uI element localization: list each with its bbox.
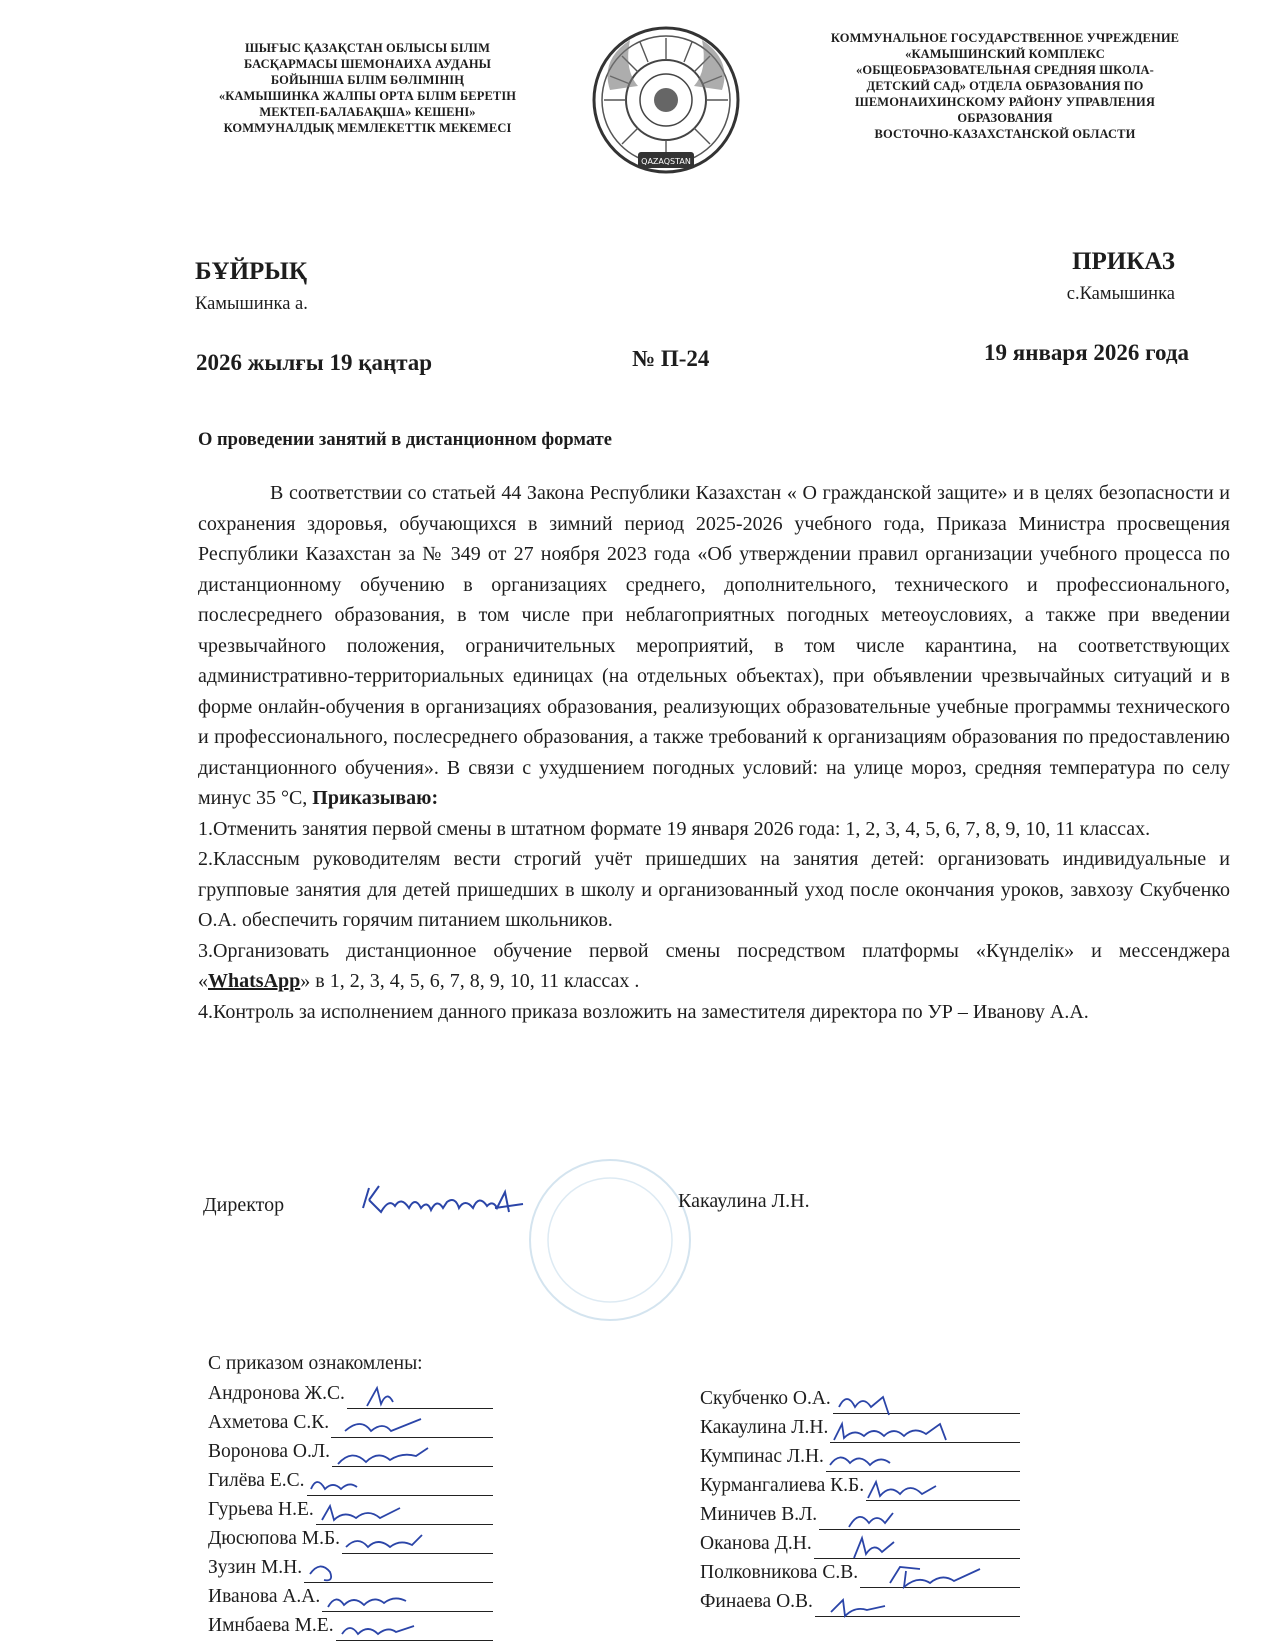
ack-name: Воронова О.Л. [208,1441,330,1462]
header-kz-line: ШЫҒЫС ҚАЗАҚСТАН ОБЛЫСЫ БІЛІМ [244,41,491,55]
header-ru-line: ШЕМОНАИХИНСКОМУ РАЙОНУ УПРАВЛЕНИЯ [855,95,1155,109]
ack-entry [700,1559,1020,1588]
header-kz-line: БАСҚАРМАСЫ ШЕМОНАИХА АУДАНЫ [243,57,492,71]
order-item-3 [198,936,1230,997]
ack-signature-icon [347,1386,493,1409]
place-kz: Камышинка а. [195,294,308,314]
ack-entry [700,1385,1020,1414]
whatsapp-label: WhatsApp [208,970,301,992]
order-item-3-text-b: » в 1, 2, 3, 4, 5, 6, 7, 8, 9, 10, 11 классах . [300,970,640,992]
ack-signature-icon [833,1391,1020,1414]
ack-signature-icon [815,1594,1020,1617]
ack-entry [700,1414,1020,1443]
date-kz: 2026 жылғы 19 қаңтар [196,350,433,375]
ack-name: Какаулина Л.Н. [700,1417,829,1438]
ack-name: Скубченко О.А. [700,1388,831,1409]
ack-entry [208,1438,493,1467]
ack-name: Оканова Д.Н. [700,1533,812,1554]
header-ru-line: ВОСТОЧНО-КАЗАХСТАНСКОЙ ОБЛАСТИ [874,127,1136,141]
ack-entry [208,1554,493,1583]
header-ru-line: КОММУНАЛЬНОЕ ГОСУДАРСТВЕННОЕ УЧРЕЖДЕНИЕ [830,31,1180,45]
order-item-4: 4.Контроль за исполнением данного приказа возложить на заместителя директора по УР – Иванову А.А. [198,1000,1089,1023]
order-subject: О проведении занятий в дистанционном формате [198,430,612,450]
ack-name: Миничев В.Л. [700,1504,818,1525]
ack-entry [700,1588,1020,1617]
ack-signature-icon [316,1502,493,1525]
date-ru: 19 января 2026 года [984,340,1189,365]
ack-signature-icon [304,1560,493,1583]
ack-entry [700,1472,1020,1501]
ack-signature-icon [322,1589,493,1612]
header-ru-line: «ОБЩЕОБРАЗОВАТЕЛЬНАЯ СРЕДНЯЯ ШКОЛА- [856,63,1154,77]
ack-name: Гурьева Н.Е. [208,1499,314,1520]
acknowledgement-left-list [208,1380,493,1641]
ack-entry [700,1443,1020,1472]
ack-signature-icon [814,1536,1020,1559]
order-body [198,478,1230,1027]
director-signature-icon [355,1178,545,1233]
ack-name: Дюсюпова М.Б. [208,1528,341,1549]
ack-signature-icon [342,1531,493,1554]
header-ru-line: ОБРАЗОВАНИЯ [957,111,1053,125]
ack-entry [208,1409,493,1438]
ack-signature-icon [307,1473,493,1496]
preamble-paragraph [198,478,1230,814]
ack-name: Курмангалиева К.Б. [700,1475,865,1496]
ack-name: Имнбаева М.Е. [208,1615,334,1636]
ack-name: Зузин М.Н. [208,1557,303,1578]
ack-signature-icon [860,1565,1020,1588]
order-title-kz: БҰЙРЫҚ [195,258,307,285]
header-ru-line: «КАМЫШИНСКИЙ КОМПЛЕКС [905,47,1105,61]
ack-signature-icon [826,1449,1020,1472]
header-ru-line: ДЕТСКИЙ САД» ОТДЕЛА ОБРАЗОВАНИЯ ПО [866,79,1144,93]
ack-entry [208,1583,493,1612]
ack-name: Андронова Ж.С. [208,1383,345,1404]
ack-entry [208,1496,493,1525]
acknowledgement-right-list [700,1385,1020,1617]
director-name: Какаулина Л.Н. [678,1190,810,1212]
emblem-label: QAZAQSTAN [641,157,691,166]
ack-signature-icon [830,1420,1020,1443]
stamp-icon [520,1150,700,1335]
ack-entry [700,1501,1020,1530]
ack-signature-icon [866,1478,1020,1501]
header-kazakh [155,40,580,136]
signature-role: Директор [203,1194,285,1216]
header-kz-line: «КАМЫШИНКА ЖАЛПЫ ОРТА БІЛІМ БЕРЕТІН [218,89,517,103]
ack-name: Ахметова С.К. [208,1412,330,1433]
order-title-ru: ПРИКАЗ [1072,248,1175,275]
order-item-2: 2.Классным руководителям вести строгий учёт пришедших на занятия детей: организовать индивидуальные и групповые занятия для детей пришедших в школу и организованный уход после окончания уроков, завхозу Скубченко О.А. обеспечить горячим питанием школьников. [198,848,1230,931]
ack-entry [208,1612,493,1641]
ack-name: Гилёва Е.С. [208,1470,305,1491]
header-kz-line: БОЙЫНША БІЛІМ БӨЛІМІНІҢ [270,73,465,87]
place-ru: с.Камышинка [1066,284,1175,304]
ack-entry [208,1525,493,1554]
header-russian [775,30,1235,142]
ack-signature-icon [336,1618,493,1641]
ack-name: Кумпинас Л.Н. [700,1446,824,1467]
ack-entry [208,1380,493,1409]
ack-entry [700,1530,1020,1559]
header-kz-line: КОММУНАЛДЫҚ МЕМЛЕКЕТТІК МЕКЕМЕСІ [223,121,512,135]
ack-name: Иванова А.А. [208,1586,321,1607]
ack-entry [208,1467,493,1496]
order-number: № П-24 [632,346,710,371]
ack-signature-icon [331,1415,493,1438]
ack-signature-icon [819,1507,1020,1530]
header-kz-line: МЕКТЕП-БАЛАБАҚША» КЕШЕНІ» [259,105,476,119]
ack-name: Полковникова С.В. [700,1562,859,1583]
preamble-text: В соответствии со статьей 44 Закона Республики Казахстан « О гражданской защите» и в целях безопасности и сохранения здоровья, обучающихся в зимний период 2025-2026 учебного года, Приказа Министра просвещения Республики Казахстан за № 349 от 27 ноября 2023 года «Об утверждении правил организации учебного процесса по дистанционному обучению в организациях среднего, дополнительного, технического и профессионального, послесреднего образования, в том числе при неблагоприятных погодных метеоусловиях, а также при введении чрезвычайного положения, ограничительных мероприятий, в том числе карантина, на соответствующих административно-территориальных единицах (на отдельных объектах), при объявлении чрезвычайных ситуаций и в форме онлайн-обучения в организациях образования, реализующих образовательные учебные программы технического и профессионального, послесреднего образования, а также требований к организациям образования по предоставлению дистанционного обучения». В связи с ухудшением погодных условий: на улице мороз, средняя температура по селу минус 35 °С, [198,482,1230,809]
order-word: Приказываю: [312,787,439,809]
ack-name: Финаева О.В. [700,1591,813,1612]
order-item-1: 1.Отменить занятия первой смены в штатном формате 19 января 2026 года: 1, 2, 3, 4, 5, 6, 7, 8, 9, 10, 11 классах. [198,817,1151,840]
state-emblem-icon [590,20,742,182]
acknowledgement-heading: С приказом ознакомлены: [208,1353,423,1374]
order-item-3-text-a: 3.Организовать дистанционное обучение первой смены посредством платформы «Күнделік» и мессенджера « [198,939,1230,992]
ack-signature-icon [332,1444,493,1467]
